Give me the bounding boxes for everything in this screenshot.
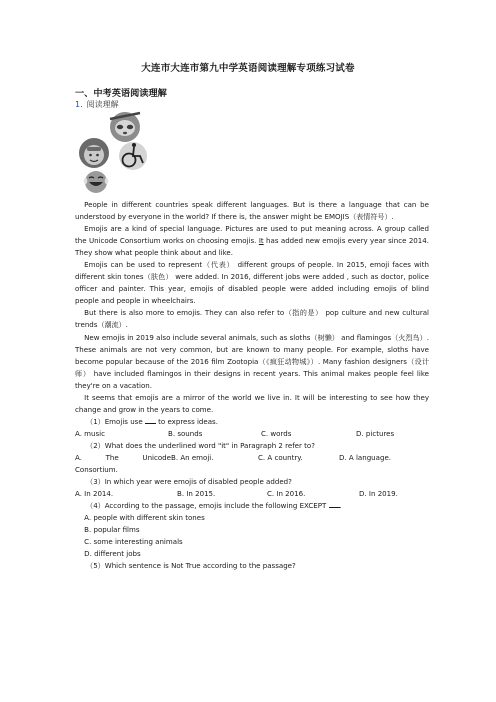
- option-d[interactable]: D. different jobs: [84, 549, 141, 559]
- option-d[interactable]: D. A language.: [339, 452, 392, 462]
- option-a[interactable]: A. music: [75, 428, 106, 438]
- question-stem: （1）Emojis use to express ideas.: [86, 416, 218, 426]
- option-c[interactable]: C. In 2016.: [267, 489, 306, 499]
- option-b[interactable]: B. sounds: [168, 428, 203, 438]
- option-c[interactable]: C. words: [261, 428, 292, 438]
- laughing-emoji: [84, 171, 109, 193]
- option-a[interactable]: A. people with different skin tones: [84, 513, 205, 523]
- reading-text: [75, 199, 429, 572]
- option-b[interactable]: B. An emoji.: [171, 452, 214, 462]
- question-options: [75, 452, 429, 476]
- subsection-label: 阅读理解: [86, 100, 119, 109]
- option-c[interactable]: C. some interesting animals: [84, 537, 183, 547]
- section-heading: 一、中考英语阅读理解: [75, 88, 167, 99]
- option-d[interactable]: D. pictures: [356, 428, 395, 438]
- woman-face-emoji: [79, 138, 109, 168]
- question-stem: （3）In which year were emojis of disabled people added?: [86, 477, 292, 487]
- emoji-illustration: [74, 110, 152, 194]
- question-stem: （2）What does the underlined word "it" in Paragraph 2 refer to?: [86, 440, 315, 450]
- passage-paragraph: New emojis in 2019 also include several animals, such as sloths（树懒） and flamingos（火烈鸟）. These animals are not very common, but are known to many people. For example, sloths have become popular because of the 2016 film Zootopia（《疯狂动物城》）. Many fashion designers（设计师） have included flamingos in their designs in recent years. This animal makes people feel like they're on a vacation.: [75, 332, 429, 390]
- option-b[interactable]: B. popular films: [84, 525, 140, 535]
- document-title: 大连市大连市第九中学英语阅读理解专项练习试卷: [141, 63, 355, 74]
- sloth-emoji: [110, 112, 140, 142]
- passage-paragraph: People in different countries speak different languages. But is there a language that can be understood by everyone in the world? If there is, the answer might be EMOJIS（表情符号）.: [75, 200, 429, 222]
- passage-paragraph: It seems that emojis are a mirror of the world we live in. It will be interesting to see how they change and grow in the years to come.: [75, 392, 429, 414]
- answer-blank: [329, 501, 340, 508]
- passage-paragraph: Emojis can be used to represent（代表） different groups of people. In 2015, emoji faces with different skin tones（肤色） were added. In 2016, different jobs were added , such as doctor, police officer and painter. This year, emojis of disabled people were added including emojis of blind people and people in wheelchairs.: [75, 260, 429, 306]
- question-options: [75, 428, 429, 440]
- question-stem: （4）According to the passage, emojis include the following EXCEPT .: [86, 501, 342, 511]
- question-stem: （5）Which sentence is Not True according to the passage?: [86, 561, 296, 571]
- option-c[interactable]: C. A country.: [258, 452, 303, 462]
- answer-blank: [145, 417, 156, 424]
- subsection-heading: [75, 99, 119, 110]
- option-a[interactable]: A. In 2014.: [75, 489, 114, 499]
- option-b[interactable]: B. In 2015.: [177, 489, 216, 499]
- option-d[interactable]: D. In 2019.: [359, 489, 398, 499]
- wheelchair-emoji: [119, 142, 147, 170]
- question-options: [75, 488, 429, 500]
- option-a[interactable]: A. The Unicode Consortium.: [75, 452, 171, 475]
- passage-paragraph: Emojis are a kind of special language. Pictures are used to put meaning across. A group called the Unicode Consortium works on choosing emojis. It has added new emojis every year since 2014. They show what people think about and like.: [75, 224, 429, 258]
- underlined-word: It: [258, 236, 264, 246]
- passage-paragraph: But there is also more to emojis. They can also refer to（指的是） pop culture and new cultural trends（潮流）.: [75, 308, 429, 330]
- subsection-number: 1.: [75, 100, 83, 109]
